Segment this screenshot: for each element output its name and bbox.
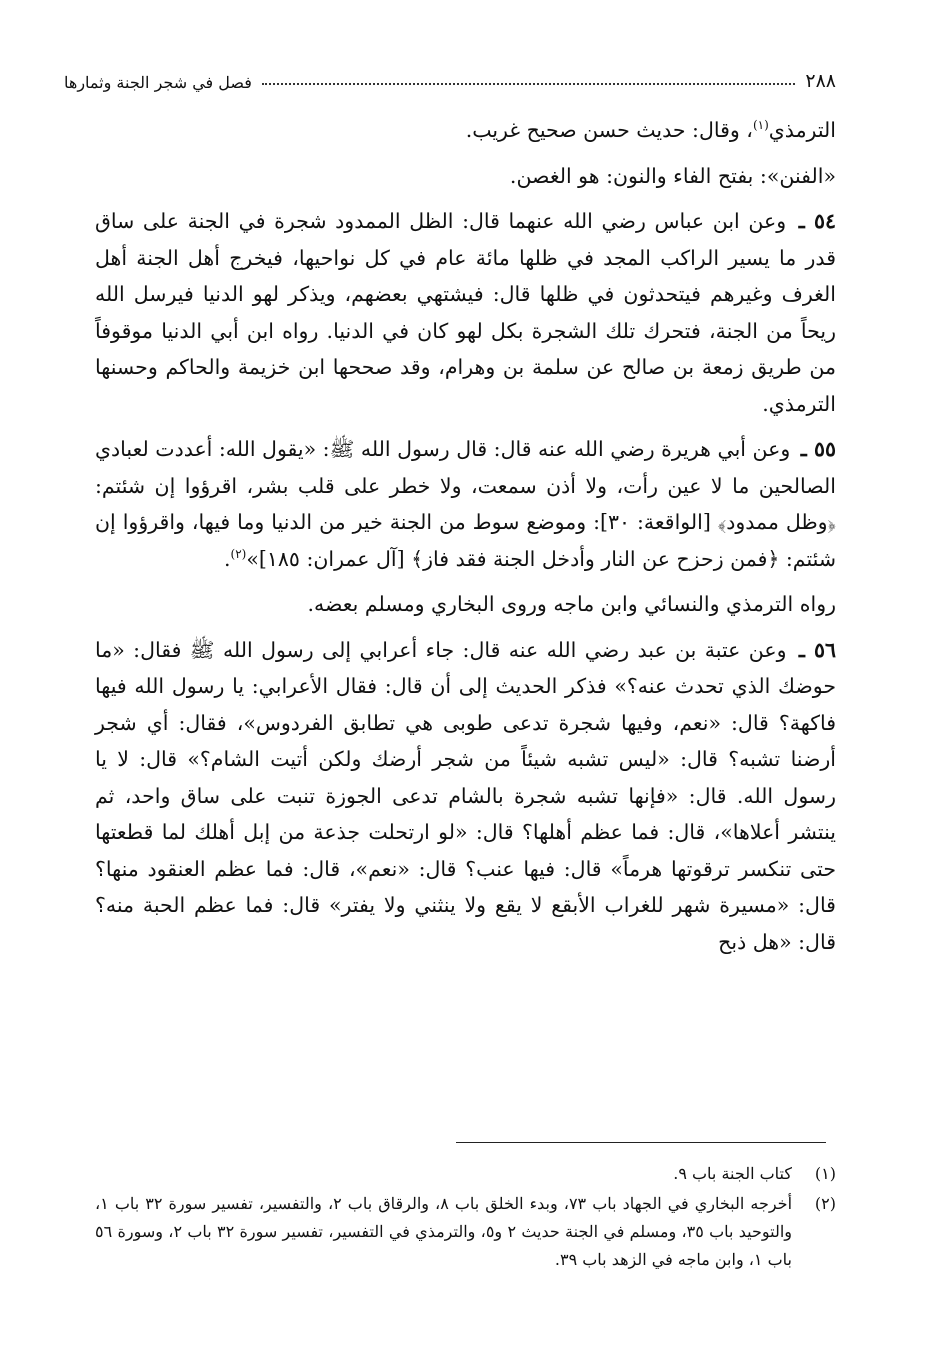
footnote-mark: (١) <box>814 1164 836 1183</box>
footnote <box>95 1160 836 1188</box>
footnote-ref-2: (٢) <box>230 546 247 561</box>
footnote-divider <box>456 1142 826 1143</box>
section-title: فصل في شجر الجنة وثمارها <box>64 73 252 92</box>
hadith-55: ٥٥ ـ وعن أبي هريرة رضي الله عنه قال: قال رسول الله ﷺ: «يقول الله: أعددت لعبادي الصالحين ما لا عين رأت، ولا أذن سمعت، ولا خطر على قلب بشر، اقرؤوا إن شئتم: ﴿وظل ممدود﴾ [الواقعة: ٣٠]: وموضع سوط من الجنة خير من الدنيا وما فيها، واقرؤوا إن شئتم: ﴿فمن زحزح عن النار وأدخل الجنة فقد فاز﴾ [آل عمران: ١٨٥]»$^{(٢)}$. <box>95 437 836 571</box>
paragraph-text: الترمذي <box>768 118 836 142</box>
paragraph-fanan <box>95 158 836 195</box>
hadith-text: وعن أبي هريرة رضي الله عنه قال: قال رسول الله ﷺ: «يقول الله: أعددت لعبادي الصالحين ما لا عين رأت، ولا أذن سمعت، ولا خطر على قلب بشر، اقرؤوا إن شئتم: ﴿وظل ممدود﴾ [الواقعة: ٣٠]: وموضع سوط من الجنة خير من الدنيا وما فيها، واقرؤوا إن شئتم: ﴿فمن زحزح عن النار وأدخل الجنة فقد فاز﴾ [آل عمران: ١٨٥]» <box>95 437 836 571</box>
paragraph-text: ، وقال: حديث حسن صحيح غريب. <box>465 118 753 142</box>
running-header <box>64 58 836 92</box>
footnote-text: كتاب الجنة باب ٩. <box>673 1164 792 1183</box>
footnote <box>95 1190 836 1274</box>
hadith-number: ٥٦ ـ <box>798 637 836 662</box>
paragraph-text: «الفنن»: بفتح الفاء والنون: هو الغصن. <box>509 163 836 188</box>
header-dotted-leader <box>262 83 795 85</box>
hadith-text: وعن ابن عباس رضي الله عنهما قال: الظل الممدود شجرة في الجنة على ساق قدر ما يسير الراكب المجد في ظلها مائة عام في كل نواحيها، فيخرج أهل الجنة أهل الغرف وغيرهم فيتحدثون في ظلها قال: فيشتهي بعضهم، ويذكر لهو الدنيا فيرسل الله ريحاً من الجنة، فتحرك تلك الشجرة بكل لهو كان في الدنيا. رواه ابن أبي الدنيا موقوفاً من طريق زمعة بن صالح عن سلمة بن وهرام، وقد صححها ابن خزيمة والحاكم وحسنها الترمذي. <box>95 209 836 416</box>
footnotes <box>95 1160 836 1276</box>
hadith-text: وعن عتبة بن عبد رضي الله عنه قال: جاء أعرابي إلى رسول الله ﷺ فقال: «ما حوضك الذي تحدث عنه؟» فذكر الحديث إلى أن قال: فقال الأعرابي: يا رسول الله فيها فاكهة؟ قال: «نعم، وفيها شجرة تدعى طوبى هي تطابق الفردوس»، فقال: أي شجر أرضنا تشبه؟ قال: «ليس تشبه شيئاً من شجر أرضك ولكن أتيت الشام؟» قال: لا يا رسول الله. قال: «فإنها تشبه شجرة بالشام تدعى الجوزة تنبت على ساق واحد، ثم ينتشر أعلاها»، قال: فما عظم أهلها؟ قال: «لو ارتحلت جذعة من إبل أهلك لما قطعتها حتى تنكسر ترقوتها هرماً» قال: فيها عنب؟ قال: «نعم»، قال: فما عظم العنقود منها؟ قال: «مسيرة شهر للغراب الأبقع لا يقع ولا ينثني ولا يفتر» قال: فما عظم الحبة منه؟ قال: «هل ذبح <box>95 637 836 954</box>
hadith-55-source <box>95 586 836 623</box>
page-number: ٢٨٨ <box>805 70 836 92</box>
hadith-54 <box>95 203 836 422</box>
hadith-56 <box>95 632 836 961</box>
main-text <box>95 112 836 969</box>
paragraph-text: رواه الترمذي والنسائي وابن ماجه وروى البخاري ومسلم بعضه. <box>307 592 836 616</box>
hadith-number: ٥٤ ـ <box>798 209 836 233</box>
footnote-ref-1: (١) <box>752 118 769 133</box>
hadith-number: ٥٥ ـ <box>800 437 836 461</box>
paragraph-tirmidhi <box>95 112 836 149</box>
footnote-text: أخرجه البخاري في الجهاد باب ٧٣، وبدء الخلق باب ٨، والرقاق باب ٢، والتفسير، تفسير سورة ٣٢ باب ١، والتوحيد باب ٣٥، ومسلم في الجنة حديث ٢ و٥، والترمذي في التفسير، تفسير سورة ٣٢ باب ٢، وسورة ٥٦ باب ١، وابن ماجه في الزهد باب ٣٩. <box>95 1194 793 1269</box>
footnote-mark: (٢) <box>814 1194 836 1213</box>
